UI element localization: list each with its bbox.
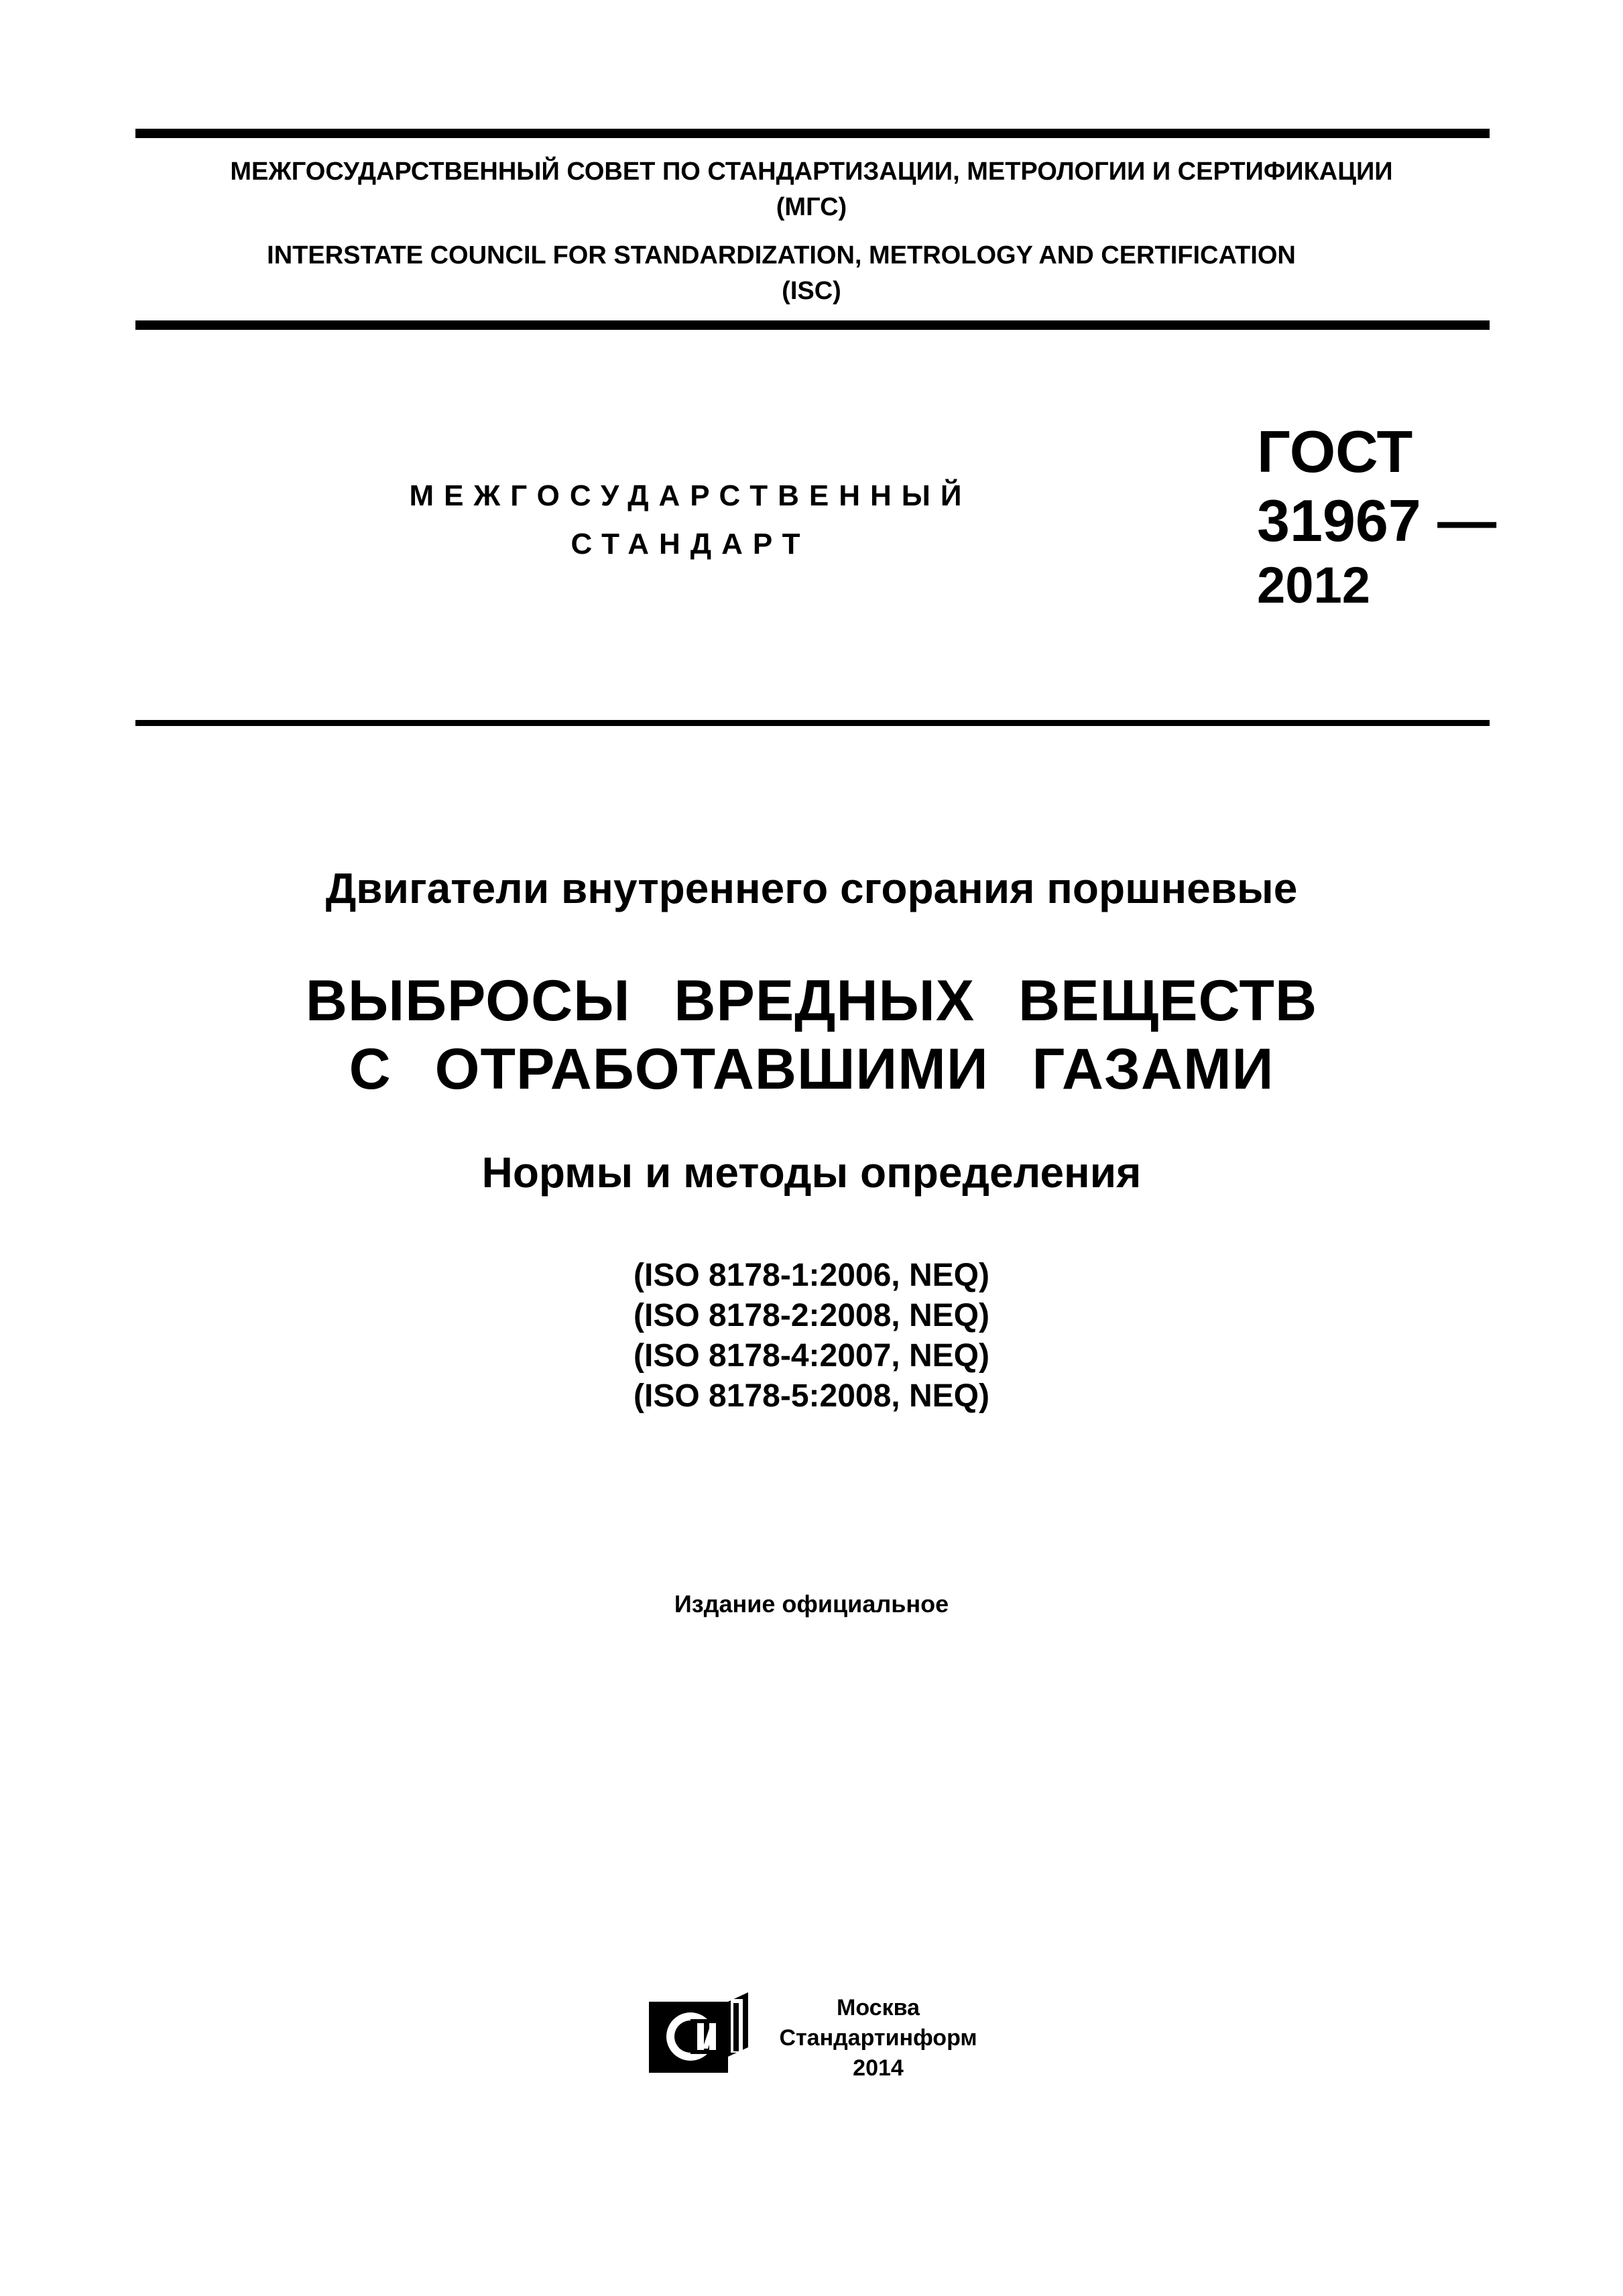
main-title-line2: С ОТРАБОТАВШИМИ ГАЗАМИ <box>349 1037 1274 1101</box>
publisher-name: Стандартинформ <box>779 2025 977 2051</box>
top-rule <box>135 129 1490 138</box>
council-ru-abbr: (МГС) <box>776 193 847 221</box>
subtitle: Нормы и методы определения <box>481 1148 1142 1197</box>
publisher-city: Москва <box>837 1995 920 2020</box>
iso-ref: (ISO 8178-2:2008, NEQ) <box>634 1298 989 1333</box>
council-en-abbr: (ISC) <box>782 277 841 305</box>
iso-ref: (ISO 8178-5:2008, NEQ) <box>634 1378 989 1414</box>
title-top-rule <box>135 720 1490 726</box>
council-en: INTERSTATE COUNCIL FOR STANDARDIZATION, METROLOGY AND CERTIFICATION <box>267 241 1296 269</box>
gost-year: 2012 <box>1257 557 1371 614</box>
standartinform-logo-icon <box>649 1992 748 2073</box>
standard-type-line2: СТАНДАРТ <box>570 528 810 560</box>
subject-title: Двигатели внутреннего сгорания поршневые <box>325 864 1298 912</box>
iso-ref: (ISO 8178-1:2006, NEQ) <box>634 1258 989 1293</box>
main-title-line1: ВЫБРОСЫ ВРЕДНЫХ ВЕЩЕСТВ <box>305 969 1318 1033</box>
gost-label: ГОСТ <box>1257 418 1413 485</box>
standard-type-line1: МЕЖГОСУДАРСТВЕННЫЙ <box>409 479 972 512</box>
gost-number: 31967 — <box>1257 487 1497 554</box>
iso-ref: (ISO 8178-4:2007, NEQ) <box>634 1338 989 1374</box>
edition-note: Издание официальное <box>674 1590 949 1618</box>
publisher-year: 2014 <box>853 2055 904 2081</box>
header-bottom-rule <box>135 320 1490 330</box>
council-ru: МЕЖГОСУДАРСТВЕННЫЙ СОВЕТ ПО СТАНДАРТИЗАЦИИ, МЕТРОЛОГИИ И СЕРТИФИКАЦИИ <box>230 158 1393 186</box>
